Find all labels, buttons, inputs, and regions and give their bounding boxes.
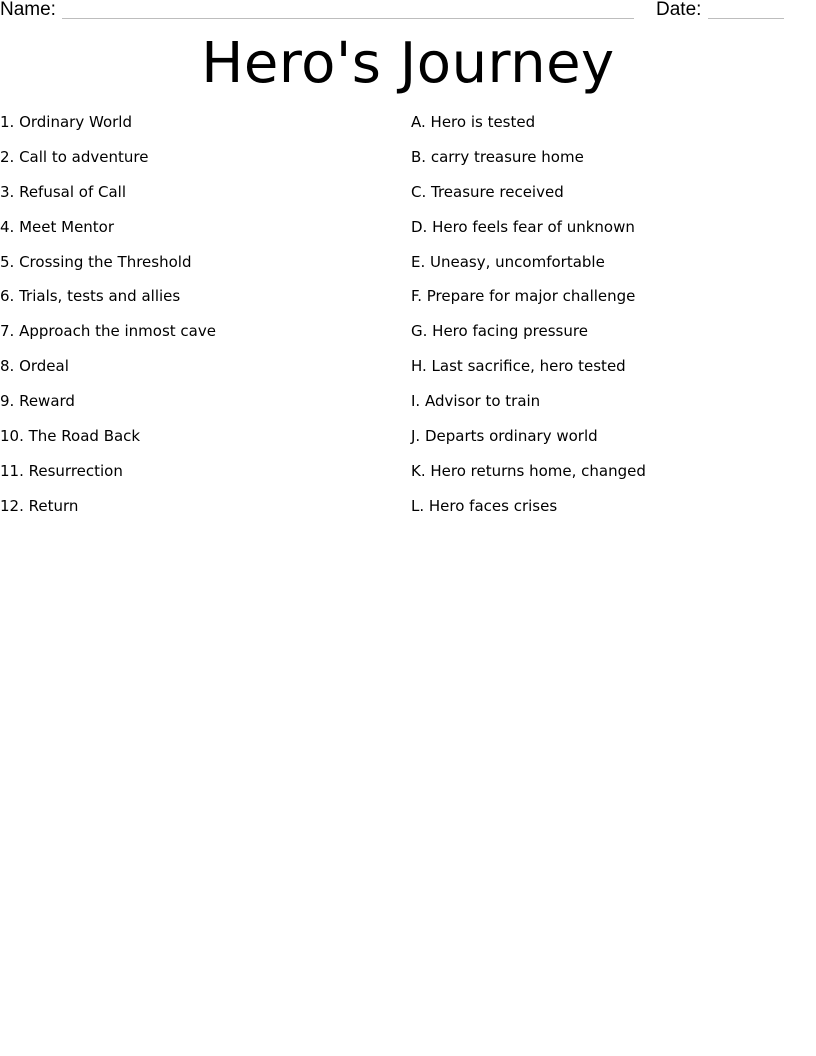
- term-item: 4. Meet Mentor: [0, 217, 115, 236]
- definition-item: E. Uneasy, uncomfortable: [411, 252, 605, 271]
- term-item: 5. Crossing the Threshold: [0, 252, 192, 271]
- definition-item: L. Hero faces crises: [411, 496, 558, 515]
- definition-item: H. Last sacrifice, hero tested: [411, 357, 626, 376]
- worksheet-header: [0, 0, 816, 24]
- term-item: 8. Ordeal: [0, 357, 69, 376]
- definition-item: G. Hero facing pressure: [411, 322, 588, 341]
- definitions-list: [411, 110, 811, 529]
- name-label: Name:: [0, 0, 56, 20]
- definition-item: J. Departs ordinary world: [411, 427, 598, 446]
- date-label: Date:: [656, 0, 702, 20]
- definition-item: F. Prepare for major challenge: [411, 287, 636, 306]
- term-item: 9. Reward: [0, 392, 75, 411]
- term-item: 12. Return: [0, 496, 79, 515]
- definition-item: B. carry treasure home: [411, 147, 584, 166]
- definition-item: A. Hero is tested: [411, 113, 536, 131]
- date-blank-line[interactable]: [708, 18, 784, 19]
- term-item: 11. Resurrection: [0, 461, 123, 480]
- term-item: 7. Approach the inmost cave: [0, 322, 216, 341]
- term-item: 6. Trials, tests and allies: [0, 287, 181, 306]
- definition-item: K. Hero returns home, changed: [411, 461, 646, 480]
- page-title: Hero's Journey: [201, 31, 615, 96]
- definition-item: C. Treasure received: [411, 182, 564, 201]
- term-item: 3. Refusal of Call: [0, 182, 127, 201]
- terms-list: [0, 110, 400, 529]
- term-item: 10. The Road Back: [0, 427, 141, 446]
- name-blank-line[interactable]: [62, 18, 634, 19]
- term-item: 2. Call to adventure: [0, 147, 149, 166]
- definition-item: I. Advisor to train: [411, 392, 541, 411]
- definition-item: D. Hero feels fear of unknown: [411, 217, 635, 236]
- term-item: 1. Ordinary World: [0, 113, 132, 131]
